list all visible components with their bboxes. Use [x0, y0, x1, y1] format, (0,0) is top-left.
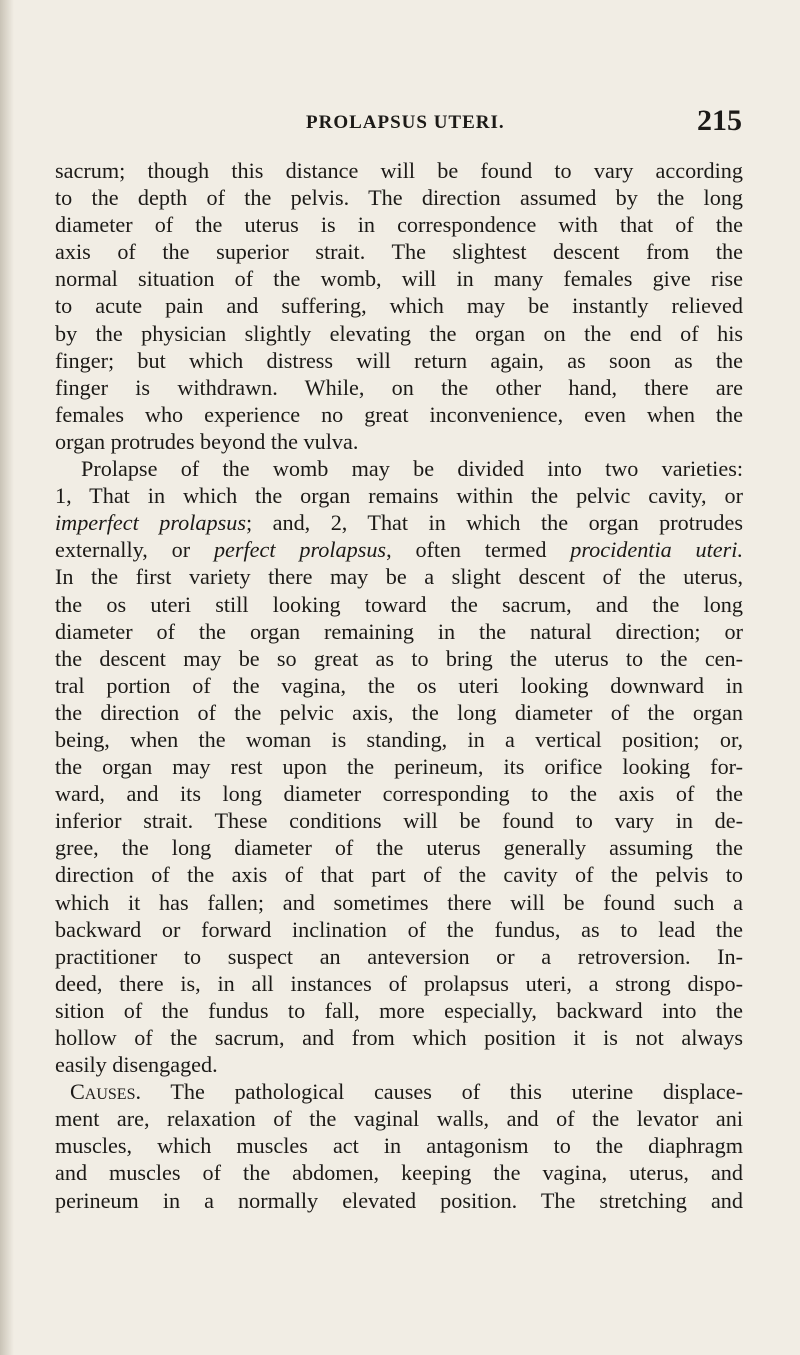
- text-line: the organ may rest upon the perineum, its orifice looking for-: [55, 754, 743, 780]
- text-segment: , often termed: [386, 537, 571, 563]
- text-line: the os uteri still looking toward the sacrum, and the long: [55, 591, 743, 617]
- text-line: the direction of the pelvic axis, the long diameter of the organ: [55, 699, 743, 725]
- text-line: to the depth of the pelvis. The direction assumed by the long: [55, 185, 743, 211]
- text-line: muscles, which muscles act in antagonism to the diaphragm: [55, 1133, 743, 1159]
- text-line: being, when the woman is standing, in a vertical position; or,: [55, 726, 743, 752]
- text-line: axis of the superior strait. The slightest descent from the: [55, 239, 743, 265]
- text-line: ward, and its long diameter corresponding to the axis of the: [55, 781, 743, 807]
- body-text: [55, 157, 743, 1214]
- text-line: diameter of the uterus is in correspondence with that of the: [55, 212, 743, 238]
- text-line: sition of the fundus to fall, more especially, backward into the: [55, 997, 743, 1023]
- text-line: practitioner to suspect an anteversion or a retroversion. In-: [55, 943, 743, 969]
- text-line: 1, That in which the organ remains within the pelvic cavity, or: [55, 483, 743, 509]
- text-line: sacrum; though this distance will be found to vary according: [55, 158, 743, 183]
- text-line: perineum in a normally elevated position. The stretching and: [55, 1187, 743, 1213]
- text-line: backward or forward inclination of the fundus, as to lead the: [55, 916, 743, 942]
- italic-term: procidentia uteri.: [570, 537, 744, 563]
- text-line: In the first variety there may be a slight descent of the uterus,: [55, 564, 743, 590]
- text-segment: ; and, 2, That in which the organ protrudes: [245, 510, 743, 536]
- text-line: the descent may be so great as to bring the uterus to the cen-: [55, 645, 743, 671]
- text-line: hollow of the sacrum, and from which position it is not always: [55, 1025, 743, 1050]
- text-line: to acute pain and suffering, which may be instantly relieved: [55, 293, 743, 319]
- text-line: normal situation of the womb, will in many females give rise: [55, 266, 743, 292]
- text-line: inferior strait. These conditions will be found to vary in de-: [55, 808, 743, 834]
- text-line: organ protrudes beyond the vulva.: [55, 428, 359, 454]
- italic-term: imperfect prolapsus: [55, 510, 246, 536]
- text-line: gree, the long diameter of the uterus generally assuming the: [55, 835, 743, 861]
- text-line-mixed: [55, 509, 743, 536]
- text-line: tral portion of the vagina, the os uteri looking downward in: [55, 672, 743, 698]
- text-line: deed, there is, in all instances of prolapsus uteri, a strong dispo-: [55, 970, 743, 996]
- text-line: Prolapse of the womb may be divided into two varieties:: [81, 456, 743, 482]
- text-line: by the physician slightly elevating the organ on the end of his: [55, 320, 743, 346]
- text-line: finger is withdrawn. While, on the other hand, there are: [55, 374, 743, 400]
- text-line: and muscles of the abdomen, keeping the vagina, uterus, and: [55, 1160, 743, 1186]
- italic-term: perfect prolapsus: [213, 537, 387, 563]
- text-line: diameter of the organ remaining in the natural direction; or: [55, 618, 743, 644]
- text-line-mixed: [55, 536, 743, 563]
- page-gutter-shadow: [0, 0, 14, 1355]
- text-line: ment are, relaxation of the vaginal walls, and of the levator ani: [55, 1106, 743, 1132]
- section-heading: Causes.: [70, 1079, 142, 1105]
- text-line: easily disengaged.: [55, 1052, 218, 1078]
- text-line: finger; but which distress will return again, as soon as the: [55, 347, 743, 373]
- text-segment: externally, or: [55, 537, 214, 563]
- text-line: which it has fallen; and sometimes there will be found such a: [55, 889, 743, 915]
- text-line-mixed: [55, 1078, 743, 1105]
- text-line: direction of the axis of that part of the cavity of the pelvis to: [55, 862, 743, 888]
- text-line: females who experience no great inconvenience, even when the: [55, 401, 743, 427]
- text-segment: The pathological causes of this uterine displace-: [141, 1079, 743, 1105]
- running-head: PROLAPSUS UTERI.: [306, 112, 505, 133]
- page-number: 215: [697, 104, 742, 137]
- page-header: [52, 104, 746, 144]
